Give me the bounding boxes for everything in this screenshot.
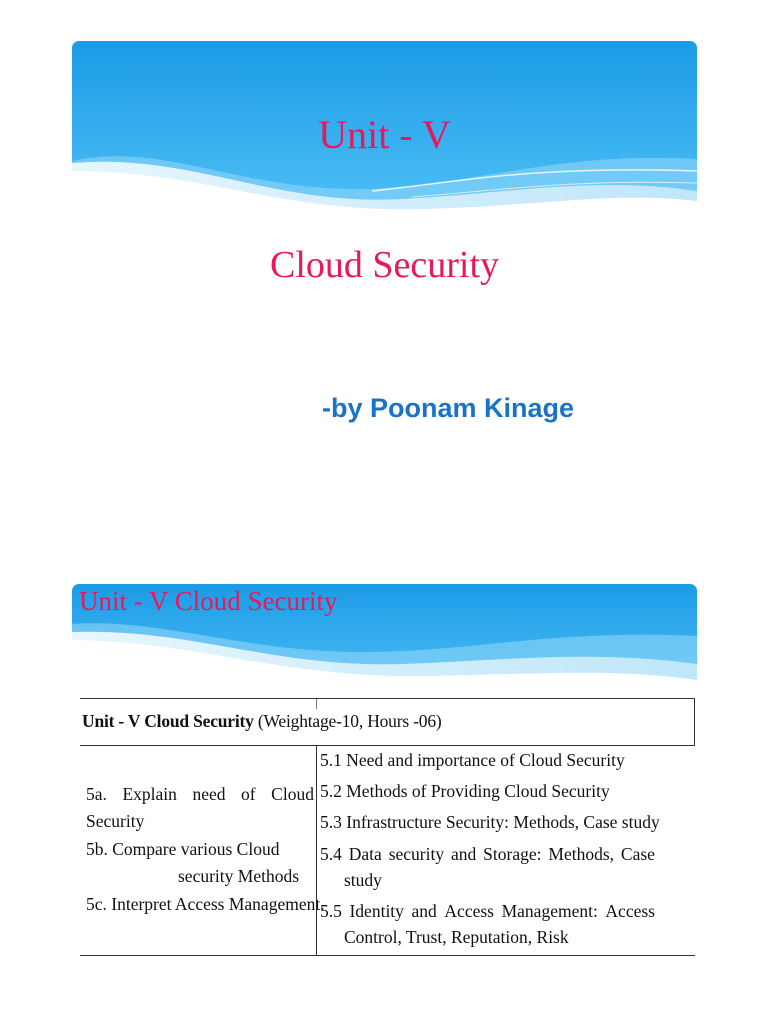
topic-word: Access bbox=[605, 901, 655, 921]
outcome-word: of bbox=[241, 784, 256, 804]
outcome-5b: 5b. Compare various Cloud bbox=[86, 839, 280, 859]
topic-word: Data bbox=[348, 844, 382, 864]
syllabus-header bbox=[82, 711, 442, 732]
outcome-5c: 5c. Interpret Access Management. bbox=[86, 894, 325, 914]
column-divider bbox=[316, 699, 317, 709]
topic-word: Methods, bbox=[548, 844, 615, 864]
topic-5-5-continued: Control, Trust, Reputation, Risk bbox=[344, 927, 569, 947]
outcome-5b-continued: security Methods bbox=[178, 866, 300, 886]
topic-word: 5.5 bbox=[320, 901, 342, 921]
unit-title: Unit - V bbox=[318, 112, 451, 157]
topic-word: Access bbox=[444, 901, 494, 921]
column-divider bbox=[316, 745, 317, 955]
topic-word: and bbox=[411, 901, 437, 921]
syllabus-slide bbox=[72, 584, 697, 974]
topic-word: Identity bbox=[349, 901, 404, 921]
topic-word: Storage: bbox=[483, 844, 542, 864]
topic-5-3: 5.3 Infrastructure Security: Methods, Case study bbox=[320, 812, 660, 832]
topics-cell bbox=[318, 745, 695, 955]
topic-word: Management: bbox=[501, 901, 598, 921]
topic-word: security bbox=[388, 844, 445, 864]
header-unit-title: Unit - V Cloud Security bbox=[82, 711, 254, 731]
learning-outcomes-cell bbox=[80, 745, 325, 955]
topic-5-4-continued: study bbox=[344, 870, 382, 890]
title-slide bbox=[72, 41, 697, 571]
outcome-word: need bbox=[192, 784, 226, 804]
topic-5-5 bbox=[320, 898, 655, 925]
topic-word: and bbox=[451, 844, 477, 864]
topic-word: Case bbox=[620, 844, 655, 864]
header-weightage: (Weightage-10, Hours -06) bbox=[253, 711, 442, 731]
outcome-word: Cloud bbox=[271, 784, 314, 804]
topic-word: 5.4 bbox=[320, 844, 342, 864]
outcome-word: Explain bbox=[122, 784, 177, 804]
outcome-word: 5a. bbox=[86, 784, 107, 804]
outcome-5a bbox=[86, 781, 314, 808]
topic-5-2: 5.2 Methods of Providing Cloud Security bbox=[320, 781, 610, 801]
topic-5-4 bbox=[320, 841, 655, 868]
topic-5-1: 5.1 Need and importance of Cloud Security bbox=[320, 750, 625, 770]
outcome-5a-continued: Security bbox=[86, 811, 145, 831]
slide-title: Unit - V Cloud Security bbox=[79, 586, 338, 616]
table-edge bbox=[694, 699, 695, 745]
syllabus-table bbox=[80, 698, 695, 956]
syllabus-header-row bbox=[80, 699, 695, 746]
subject-title: Cloud Security bbox=[269, 244, 500, 286]
author-credit: -by Poonam Kinage bbox=[322, 393, 575, 423]
